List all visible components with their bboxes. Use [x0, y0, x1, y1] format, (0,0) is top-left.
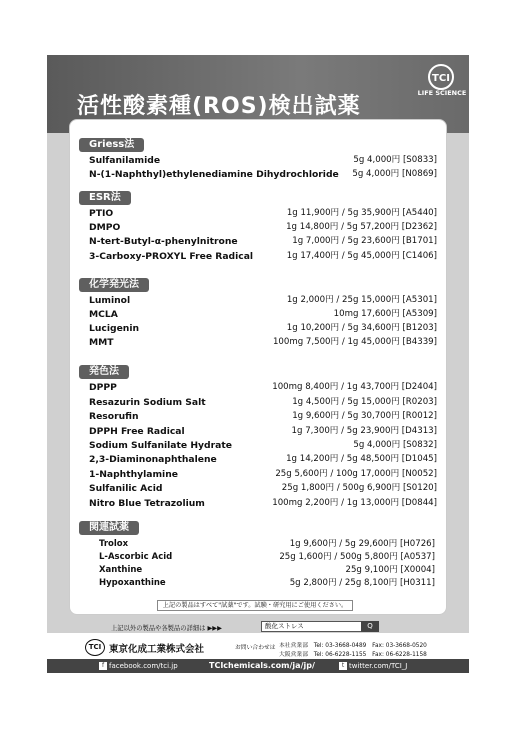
tci-logo-icon — [419, 63, 463, 107]
contact-label: お問い合わせは — [235, 645, 276, 651]
product-row — [89, 336, 437, 349]
product-name: Luminol — [89, 295, 131, 306]
flyer — [47, 55, 469, 673]
product-name: N-tert-Butyl-α-phenylnitrone — [89, 236, 238, 247]
product-price: 25g 1,600円 / 500g 5,800円 [A0537] — [279, 552, 435, 562]
product-row — [89, 154, 437, 167]
product-price: 5g 2,800円 / 25g 8,100円 [H0311] — [289, 578, 435, 588]
product-row — [89, 410, 437, 423]
product-name: 2,3-Diaminonaphthalene — [89, 454, 217, 465]
office-tokyo: 本社営業部 Tel: 03-3668-0489 Fax: 03-3668-0520 — [279, 643, 427, 649]
product-price: 1g 7,300円 / 5g 23,900円 [D4313] — [291, 426, 437, 436]
product-name: DMPO — [89, 222, 121, 233]
product-price: 10mg 17,600円 [A5309] — [333, 309, 437, 319]
product-price: 1g 14,200円 / 5g 48,500円 [D1045] — [286, 454, 437, 464]
product-row — [89, 453, 437, 466]
product-row — [99, 538, 435, 551]
product-name: Lucigenin — [89, 323, 140, 334]
product-row — [89, 425, 437, 438]
product-row — [89, 294, 437, 307]
product-price: 1g 11,900円 / 5g 35,900円 [A5440] — [286, 208, 437, 218]
section-label: 化学発光法 — [79, 278, 149, 292]
product-name: Hypoxanthine — [99, 578, 166, 588]
logo-subtitle: LIFE SCIENCE — [417, 89, 467, 97]
product-row — [89, 308, 437, 321]
product-price: 1g 9,600円 / 5g 29,600円 [H0726] — [289, 539, 435, 549]
product-row — [89, 207, 437, 220]
product-row — [89, 439, 437, 452]
page-title: 活性酸素種(ROS)検出試薬 — [77, 94, 361, 119]
product-name: Sulfanilamide — [89, 155, 161, 166]
product-name: DPPH Free Radical — [89, 426, 185, 437]
product-price: 100mg 8,400円 / 1g 43,700円 [D2404] — [272, 382, 437, 392]
product-price: 1g 17,400円 / 5g 45,000円 [C1406] — [286, 251, 437, 261]
product-name: 1-Naphthylamine — [89, 469, 178, 480]
facebook-url: facebook.com/tci.jp — [109, 662, 178, 670]
section-label: ESR法 — [79, 191, 131, 205]
section-label: 関連試薬 — [79, 521, 139, 535]
twitter-url: twitter.com/TCI_J — [349, 662, 408, 670]
office-osaka: 大阪営業部 Tel: 06-6228-1155 Fax: 06-6228-1158 — [279, 652, 427, 658]
product-name: Trolox — [99, 539, 129, 549]
product-price: 1g 2,000円 / 25g 15,000円 [A5301] — [286, 295, 437, 305]
product-name: PTIO — [89, 208, 114, 219]
usage-note: 上記の製品はすべて"試薬"です。試験・研究用にご使用ください。 — [157, 600, 353, 611]
product-price: 100mg 2,200円 / 1g 13,000円 [D0844] — [272, 498, 437, 508]
product-name: Resazurin Sodium Salt — [89, 397, 206, 408]
product-price: 1g 10,200円 / 5g 34,600円 [B1203] — [286, 323, 437, 333]
product-name: DPPP — [89, 382, 117, 393]
product-price: 25g 9,100円 [X0004] — [345, 565, 435, 575]
product-row — [99, 577, 435, 590]
product-row — [99, 564, 435, 577]
product-name: Resorufin — [89, 411, 139, 422]
website-link[interactable]: TCIchemicals.com/ja/jp/ — [209, 661, 315, 670]
product-row — [89, 322, 437, 335]
company-logo-icon: TCI — [85, 639, 105, 656]
product-price: 25g 5,600円 / 100g 17,000円 [N0052] — [275, 469, 437, 479]
product-name: Sodium Sulfanilate Hydrate — [89, 440, 232, 451]
twitter-link[interactable] — [339, 659, 407, 673]
product-price: 5g 4,000円 [N0869] — [352, 169, 437, 179]
product-name: MMT — [89, 337, 114, 348]
product-row — [89, 250, 437, 263]
product-name: L-Ascorbic Acid — [99, 552, 173, 562]
product-row — [89, 381, 437, 394]
section-label: Griess法 — [79, 138, 144, 152]
logo-text: TCI — [432, 73, 450, 84]
product-price: 1g 4,500円 / 5g 15,000円 [R0203] — [292, 397, 437, 407]
product-price: 1g 14,800円 / 5g 57,200円 [D2362] — [286, 222, 437, 232]
product-row — [89, 221, 437, 234]
section-label: 発色法 — [79, 365, 129, 379]
search-button[interactable]: Q — [361, 621, 379, 632]
facebook-icon: f — [99, 662, 107, 670]
footer-bar — [47, 659, 469, 673]
product-row — [89, 497, 437, 510]
product-name: Xanthine — [99, 565, 143, 575]
product-row — [89, 235, 437, 248]
product-price: 5g 4,000円 [S0833] — [353, 155, 437, 165]
product-row — [99, 551, 435, 564]
product-price: 5g 4,000円 [S0832] — [353, 440, 437, 450]
product-row — [89, 168, 437, 181]
twitter-icon: t — [339, 662, 347, 670]
product-name: 3-Carboxy-PROXYL Free Radical — [89, 251, 254, 262]
search-prompt: 上記以外の製品や各製品の詳細は ▶▶▶ — [111, 625, 222, 632]
product-name: MCLA — [89, 309, 118, 320]
product-price: 1g 9,600円 / 5g 30,700円 [R0012] — [292, 411, 437, 421]
product-row — [89, 482, 437, 495]
product-price: 100mg 7,500円 / 1g 45,000円 [B4339] — [272, 337, 437, 347]
product-name: Nitro Blue Tetrazolium — [89, 498, 205, 509]
product-price: 1g 7,000円 / 5g 23,600円 [B1701] — [292, 236, 437, 246]
product-row — [89, 396, 437, 409]
facebook-link[interactable] — [99, 659, 178, 673]
product-price: 25g 1,800円 / 500g 6,900円 [S0120] — [281, 483, 437, 493]
product-name: N-(1-Naphthyl)ethylenediamine Dihydrochloride — [89, 169, 339, 180]
product-row — [89, 468, 437, 481]
search-input[interactable]: 酸化ストレス — [261, 621, 379, 632]
product-name: Sulfanilic Acid — [89, 483, 163, 494]
company-name: 東京化成工業株式会社 — [109, 644, 205, 655]
